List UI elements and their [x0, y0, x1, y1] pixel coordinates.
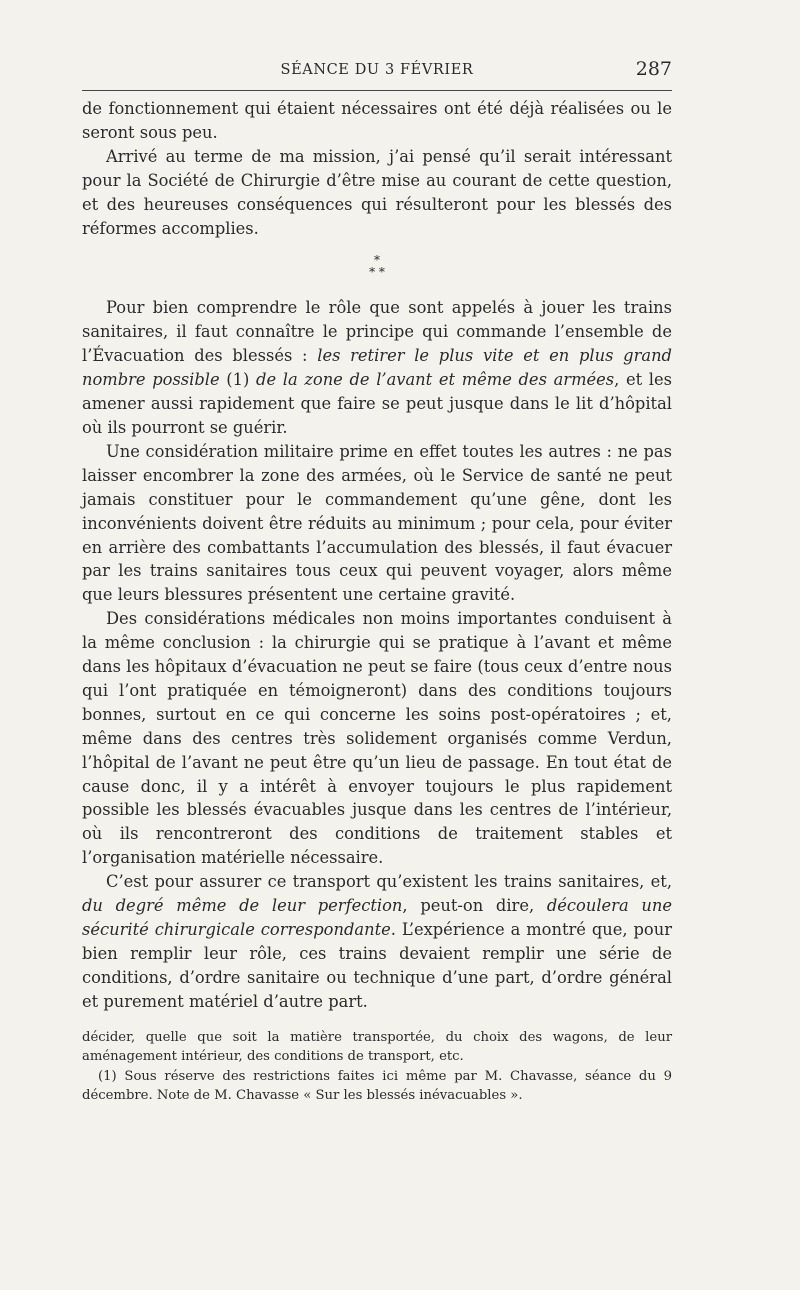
asterism [82, 254, 672, 278]
page-number: 287 [635, 58, 672, 80]
paragraph [82, 440, 672, 607]
text-segment: (1) [219, 370, 257, 390]
text-segment: . L’expérience a montré que, pour bien remplir leur rôle, ces trains devaient remplir une série de conditions, d’ordre sanitaire ou technique d’une part, d’ordre général et purement matériel d’autre part. [82, 920, 672, 1011]
page-header [82, 58, 672, 88]
body-text [82, 97, 672, 1014]
paragraph [82, 145, 672, 241]
paragraph [82, 870, 672, 1013]
text-segment: Une considération militaire prime en effet toutes les autres : ne pas laisser encombrer la zone des armées, où le Service de santé ne peut jamais constituer pour le commandement qu’une gêne, dont les inconvénients doivent être réduits au minimum ; pour cela, pour éviter en arrière des combattants l’accumulation des blessés, il faut évacuer par les trains sanitaires tous ceux qui peuvent voyager, alors même que leurs blessures présentent une certaine gravité. [82, 441, 672, 605]
italic-text: de la zone de l’avant et même des armées [256, 370, 615, 390]
italic-text: découlera une sécurité chirurgicale correspondante [82, 896, 673, 939]
text-segment: C’est pour assurer ce transport qu’existent les trains sanitaires, et, [106, 872, 672, 892]
footnotes [82, 1028, 672, 1106]
paragraph [82, 607, 672, 870]
text-segment: Arrivé au terme de ma mission, j’ai pensé qu’il serait intéressant pour la Société de Chirurgie d’être mise au courant de cette question, et des heureuses conséquences qui résulteront pour les blessés des réformes accomplies. [82, 146, 672, 238]
text-segment: , peut-on dire, [402, 896, 547, 916]
asterism-top: * [374, 253, 380, 268]
text-segment: Pour bien comprendre le rôle que sont appelés à jouer les trains sanitaires, il faut connaître le principe qui commande l’ensemble de l’Évacuation des blessés : [82, 298, 672, 366]
italic-text: du degré même de leur perfection [82, 896, 403, 916]
asterism-bottom: * * [369, 265, 385, 280]
paragraph [82, 97, 672, 145]
text-segment: , et les amener aussi rapidement que faire se peut jusque dans le lit d’hôpital où ils pourront se guérir. [82, 370, 673, 437]
header-rule [82, 90, 672, 91]
footnote-1: (1) Sous réserve des restrictions faites ici même par M. Chavasse, séance du 9 décembre. Note de M. Chavasse « Sur les blessés inévacuables ». [82, 1068, 672, 1104]
italic-text: les retirer le plus vite et en plus grand nombre possible [82, 346, 672, 390]
book-page [82, 58, 672, 1106]
text-segment: Des considérations médicales non moins importantes conduisent à la même conclusion : la chirurgie qui se pratique à l’avant et même dans les hôpitaux d’évacuation ne peut se faire (tous ceux d’entre nous qui l’ont pratiquée en témoigneront) dans des conditions toujours bonnes, surtout en ce qui concerne les soins post-opératoires ; et, même dans des centres très solidement organisés comme Verdun, l’hôpital de l’avant ne peut être qu’un lieu de passage. En tout état de cause donc, il y a intérêt à envoyer toujours le plus rapidement possible les blessés évacuables jusque dans les centres de l’intérieur, où ils rencontreront des conditions de traitement stables et l’organisation matérielle nécessaire. [82, 609, 672, 868]
running-title: SÉANCE DU 3 FÉVRIER [280, 62, 474, 78]
paragraph [82, 296, 672, 439]
text-segment: de fonctionnement qui étaient nécessaires ont été déjà réalisées ou le seront sous peu. [82, 99, 672, 142]
footnote-continuation: décider, quelle que soit la matière transportée, du choix des wagons, de leur aménagement intérieur, des conditions de transport, etc. [82, 1029, 672, 1065]
